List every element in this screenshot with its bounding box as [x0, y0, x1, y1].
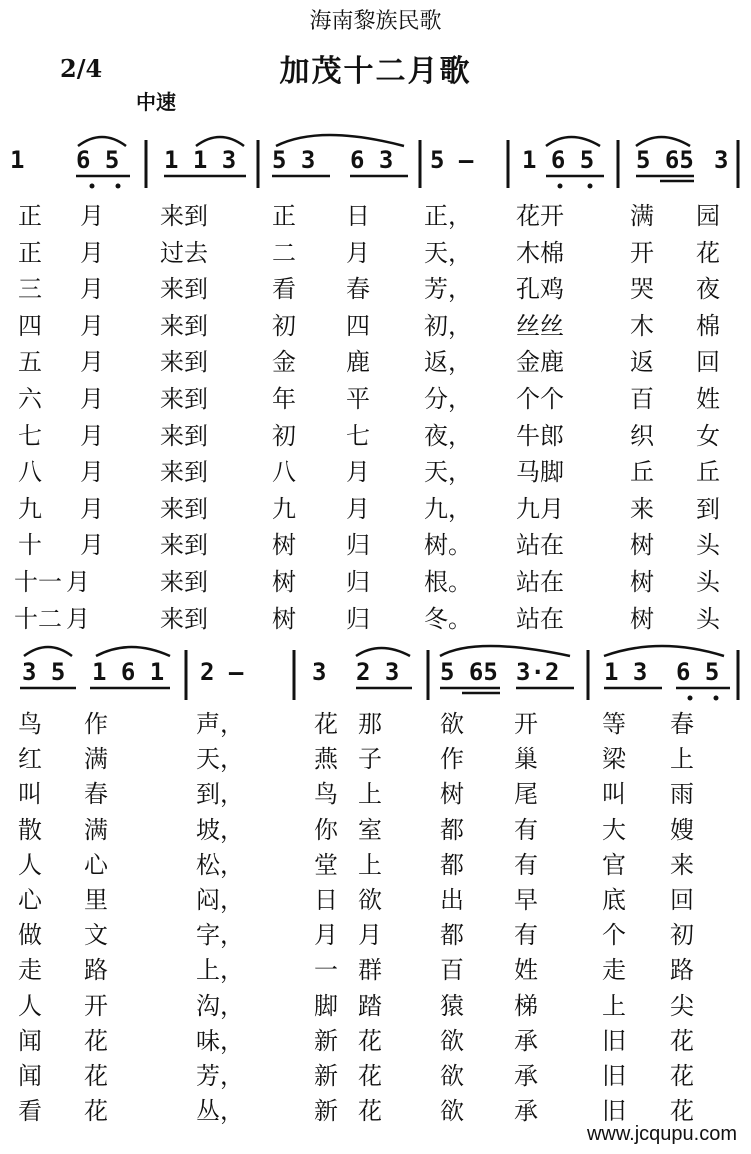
lyric-syllable: 猿: [440, 991, 464, 1020]
lyric-syllable: 梯: [514, 991, 538, 1020]
lyric-syllable: 承: [514, 1097, 538, 1126]
lyric-row: [0, 525, 751, 561]
lyric-syllable: 树: [630, 568, 654, 596]
song-origin: 海南黎族民歌: [309, 9, 442, 34]
lyric-syllable: 分，: [424, 385, 472, 413]
lyric-syllable: 六: [18, 385, 42, 413]
lyric-syllable: 初: [272, 421, 296, 450]
lyric-syllable: 路: [670, 956, 694, 985]
note-group: 3: [312, 658, 327, 686]
lyric-syllable: 冬。: [424, 604, 472, 633]
note-group: 2 3: [356, 658, 400, 686]
lyric-syllable: 三: [18, 275, 42, 304]
lyric-syllable: 来到: [160, 202, 208, 230]
lyric-syllable: 平: [346, 385, 370, 413]
lyric-syllable: 树: [272, 568, 296, 596]
lyric-row: [0, 739, 751, 775]
lyric-syllable: 来到: [160, 385, 208, 413]
lyric-syllable: 新: [314, 1097, 338, 1126]
lyric-syllable: 有: [514, 815, 538, 844]
note-group: 6 5: [676, 658, 720, 686]
lyric-syllable: 丘: [630, 458, 654, 487]
lyric-syllable: 棉: [696, 311, 720, 340]
lyric-syllable: 子: [358, 745, 382, 774]
lyric-syllable: 树。: [424, 531, 472, 560]
lyric-syllable: 开: [630, 238, 654, 267]
note-group: 5 3: [272, 146, 316, 174]
lyric-syllable: 来到: [160, 568, 208, 596]
lyric-syllable: 花: [696, 238, 720, 267]
lyric-syllable: 天，: [424, 458, 472, 487]
lyric-row: [0, 306, 751, 342]
lyric-syllable: 月: [80, 311, 104, 340]
lyric-syllable: 根。: [424, 568, 472, 596]
lyric-row: [0, 704, 751, 740]
lyric-syllable: 二: [272, 238, 296, 267]
lyric-syllable: 满: [630, 202, 654, 230]
lyric-syllable: 做: [18, 921, 42, 950]
lyric-syllable: 上: [358, 850, 382, 879]
lyric-syllable: 坡，: [196, 815, 244, 844]
lyric-syllable: 欲: [358, 886, 382, 914]
lyric-syllable: 心: [84, 850, 108, 879]
lyric-syllable: 姓: [514, 956, 538, 985]
lyric-row: [0, 452, 751, 488]
lyric-syllable: 月: [346, 494, 370, 523]
lyric-syllable: 人: [18, 850, 42, 879]
lyric-syllable: 旧: [602, 1097, 626, 1126]
lyric-syllable: 十一: [14, 568, 62, 596]
lyric-syllable: 底: [602, 886, 626, 914]
lyric-syllable: 头: [696, 531, 720, 560]
lyric-syllable: 春: [670, 710, 694, 738]
lyric-syllable: 芳，: [196, 1062, 244, 1090]
lyric-syllable: 花: [314, 710, 338, 738]
lyric-syllable: 声，: [196, 710, 244, 738]
lyric-syllable: 承: [514, 1062, 538, 1090]
lyric-syllable: 来: [670, 850, 694, 879]
lyric-syllable: 花: [670, 1026, 694, 1055]
lyric-row: [0, 1091, 751, 1127]
lyric-syllable: 归: [346, 568, 370, 596]
lyric-syllable: 月: [80, 421, 104, 450]
note-group: 2 —: [200, 658, 244, 686]
lyric-syllable: 松，: [196, 850, 244, 879]
lyric-syllable: 都: [440, 815, 464, 844]
lyric-syllable: 八: [18, 458, 42, 487]
lyric-syllable: 字，: [196, 921, 244, 950]
lyric-syllable: 早: [514, 886, 538, 914]
lyric-syllable: 月: [80, 531, 104, 560]
lyric-syllable: 女: [696, 421, 720, 450]
lyric-syllable: 百: [630, 385, 654, 413]
lyric-syllable: 金: [272, 348, 296, 377]
lyric-row: [0, 416, 751, 452]
lyric-syllable: 有: [514, 921, 538, 950]
lyric-syllable: 来到: [160, 531, 208, 560]
lyric-syllable: 红: [18, 745, 42, 774]
lyric-syllable: 鸟: [314, 780, 338, 809]
lyric-syllable: 月: [346, 238, 370, 267]
lyric-syllable: 花: [358, 1097, 382, 1126]
lyric-syllable: 月: [80, 348, 104, 377]
lyric-syllable: 归: [346, 604, 370, 633]
lyric-syllable: 里: [84, 886, 108, 914]
lyric-syllable: 月: [80, 202, 104, 230]
lyric-syllable: 那: [358, 710, 382, 738]
time-signature: 2/4: [60, 54, 103, 83]
lyric-syllable: 新: [314, 1026, 338, 1055]
lyric-syllable: 叫: [602, 780, 626, 809]
note-group: 5 —: [430, 146, 474, 174]
lyric-syllable: 来到: [160, 275, 208, 304]
lyric-syllable: 有: [514, 850, 538, 879]
lyric-syllable: 夜，: [424, 421, 472, 450]
lyric-syllable: 初: [272, 311, 296, 340]
lyric-syllable: 来: [630, 494, 654, 523]
lyric-syllable: 牛郎: [516, 421, 564, 450]
note-group: 3: [714, 146, 729, 174]
lyric-syllable: 归: [346, 531, 370, 560]
lyric-syllable: 春: [84, 780, 108, 809]
note-group: 5 65: [636, 146, 694, 174]
lyric-syllable: 回: [696, 348, 720, 377]
note-group: 3 5: [22, 658, 66, 686]
lyric-syllable: 春: [346, 275, 370, 304]
lyric-syllable: 雨: [670, 780, 694, 809]
note-group: 1 3: [604, 658, 648, 686]
lyric-syllable: 新: [314, 1062, 338, 1090]
lyric-syllable: 花: [84, 1097, 108, 1126]
lyric-syllable: 鹿: [346, 348, 370, 377]
site-watermark: www.jcqupu.com: [586, 1123, 737, 1145]
lyric-row: [0, 379, 751, 415]
lyric-syllable: 尾: [514, 780, 538, 809]
lyric-syllable: 路: [84, 956, 108, 985]
lyric-syllable: 头: [696, 604, 720, 633]
lyric-syllable: 来到: [160, 494, 208, 523]
lyric-syllable: 来到: [160, 348, 208, 377]
lyric-syllable: 树: [272, 604, 296, 633]
lyric-row: [0, 562, 751, 598]
lyric-syllable: 闷，: [196, 886, 244, 914]
lyric-syllable: 上: [670, 745, 694, 774]
lyric-syllable: 一: [314, 956, 338, 985]
lyric-syllable: 到，: [196, 780, 244, 809]
lyric-syllable: 月: [80, 458, 104, 487]
lyric-row: [0, 774, 751, 810]
lyric-row: [0, 342, 751, 378]
lyric-row: [0, 986, 751, 1022]
lyric-syllable: 树: [630, 531, 654, 560]
lyric-syllable: 十: [18, 531, 42, 560]
lyric-syllable: 园: [696, 202, 720, 230]
lyric-syllable: 开: [84, 991, 108, 1020]
note-group: 1 1 3: [164, 146, 237, 174]
lyric-syllable: 木: [630, 311, 654, 340]
lyric-syllable: 大: [602, 815, 626, 844]
lyric-syllable: 满: [84, 815, 108, 844]
note-group: 1: [10, 146, 25, 174]
lyric-syllable: 月: [358, 921, 382, 950]
lyric-syllable: 站在: [516, 568, 564, 596]
lyric-syllable: 花: [84, 1026, 108, 1055]
lyric-syllable: 月: [66, 604, 90, 633]
lyric-syllable: 旧: [602, 1062, 626, 1090]
lyric-syllable: 人: [18, 991, 42, 1020]
lyric-syllable: 作: [440, 745, 464, 774]
lyric-syllable: 芳，: [424, 275, 472, 304]
lyric-syllable: 回: [670, 886, 694, 914]
lyric-row: [0, 269, 751, 305]
lyric-syllable: 看: [18, 1097, 42, 1126]
tempo-marking: 中速: [136, 90, 176, 114]
lyric-syllable: 返: [630, 348, 654, 377]
lyric-syllable: 年: [272, 385, 296, 413]
lyric-syllable: 欲: [440, 1026, 464, 1055]
lyric-syllable: 百: [440, 956, 464, 985]
lyric-syllable: 味，: [196, 1026, 244, 1055]
lyric-syllable: 走: [18, 956, 42, 985]
lyric-syllable: 姓: [696, 385, 720, 413]
lyric-syllable: 花: [670, 1097, 694, 1126]
lyric-syllable: 七: [18, 421, 42, 450]
lyric-syllable: 马脚: [516, 458, 564, 487]
lyric-syllable: 到: [696, 494, 720, 523]
lyric-syllable: 堂: [314, 850, 338, 879]
lyric-syllable: 头: [696, 568, 720, 596]
lyric-row: [0, 1021, 751, 1057]
lyric-syllable: 尖: [670, 991, 694, 1020]
lyric-syllable: 都: [440, 850, 464, 879]
lyric-syllable: 花: [358, 1062, 382, 1090]
lyric-syllable: 看: [272, 275, 296, 304]
lyric-syllable: 孔鸡: [516, 275, 564, 304]
lyric-syllable: 丝丝: [516, 311, 564, 340]
lyric-syllable: 室: [358, 815, 382, 844]
lyric-syllable: 来到: [160, 458, 208, 487]
lyric-syllable: 丛，: [196, 1097, 244, 1126]
lyric-syllable: 正: [18, 238, 42, 267]
lyric-syllable: 来到: [160, 604, 208, 633]
lyric-syllable: 日: [346, 202, 370, 230]
lyric-syllable: 五: [18, 348, 42, 377]
lyric-syllable: 四: [346, 311, 370, 340]
lyric-row: [0, 489, 751, 525]
lyric-syllable: 闻: [18, 1026, 42, 1055]
lyric-syllable: 花: [670, 1062, 694, 1090]
lyric-syllable: 上: [358, 780, 382, 809]
lyric-syllable: 上，: [196, 956, 244, 985]
lyric-syllable: 木棉: [516, 238, 564, 267]
lyric-syllable: 等: [602, 710, 626, 738]
lyric-syllable: 九: [272, 494, 296, 523]
lyric-syllable: 十二: [14, 604, 62, 633]
lyric-syllable: 个个: [516, 385, 564, 413]
lyric-row: [0, 196, 751, 232]
lyric-syllable: 出: [440, 886, 464, 914]
note-group: 6 3: [350, 146, 394, 174]
lyric-syllable: 天，: [424, 238, 472, 267]
note-group: 6 5: [76, 146, 120, 174]
lyric-syllable: 承: [514, 1026, 538, 1055]
lyric-syllable: 站在: [516, 604, 564, 633]
note-group: 1 6 1: [92, 658, 165, 686]
lyric-syllable: 开: [514, 710, 538, 738]
lyric-syllable: 织: [630, 421, 654, 450]
lyric-syllable: 树: [440, 780, 464, 809]
lyric-row: [0, 1056, 751, 1092]
lyric-syllable: 金鹿: [516, 348, 564, 377]
lyric-syllable: 心: [18, 886, 42, 914]
lyric-syllable: 月: [80, 238, 104, 267]
lyric-row: [0, 950, 751, 986]
lyric-syllable: 梁: [602, 745, 626, 774]
lyric-syllable: 四: [18, 311, 42, 340]
lyric-syllable: 群: [358, 956, 382, 985]
lyric-syllable: 月: [80, 385, 104, 413]
lyric-syllable: 燕: [314, 745, 338, 774]
note-group: 1 6 5: [522, 146, 595, 174]
lyric-syllable: 踏: [358, 991, 382, 1020]
lyric-syllable: 正: [272, 202, 296, 230]
lyric-syllable: 树: [272, 531, 296, 560]
lyric-row: [0, 810, 751, 846]
lyric-syllable: 月: [346, 458, 370, 487]
lyric-syllable: 月: [80, 275, 104, 304]
lyric-syllable: 九，: [424, 494, 472, 523]
lyric-syllable: 散: [18, 815, 42, 844]
lyric-syllable: 正，: [424, 202, 472, 230]
lyric-syllable: 巢: [514, 745, 538, 774]
lyric-syllable: 个: [602, 921, 626, 950]
lyric-row: [0, 880, 751, 916]
lyric-syllable: 树: [630, 604, 654, 633]
lyric-syllable: 欲: [440, 1062, 464, 1090]
lyric-syllable: 夜: [696, 275, 720, 304]
lyric-syllable: 满: [84, 745, 108, 774]
lyric-syllable: 初，: [424, 311, 472, 340]
lyric-syllable: 月: [314, 921, 338, 950]
lyric-syllable: 初: [670, 921, 694, 950]
lyric-syllable: 都: [440, 921, 464, 950]
lyric-syllable: 闻: [18, 1062, 42, 1090]
lyric-syllable: 上: [602, 991, 626, 1020]
lyric-syllable: 沟，: [196, 991, 244, 1020]
lyric-syllable: 花开: [516, 202, 564, 230]
lyric-syllable: 返，: [424, 348, 472, 377]
lyric-syllable: 八: [272, 458, 296, 487]
lyric-syllable: 官: [602, 850, 626, 879]
lyric-syllable: 你: [314, 815, 338, 844]
lyric-syllable: 站在: [516, 531, 564, 560]
lyric-syllable: 脚: [314, 991, 338, 1020]
lyric-syllable: 天，: [196, 745, 244, 774]
note-group: 3·2: [516, 658, 560, 686]
song-title: 加茂十二月歌: [279, 54, 472, 89]
lyric-syllable: 丘: [696, 458, 720, 487]
lyric-syllable: 九月: [516, 494, 564, 523]
lyric-syllable: 走: [602, 956, 626, 985]
lyric-syllable: 旧: [602, 1026, 626, 1055]
lyric-syllable: 作: [84, 710, 108, 738]
lyric-syllable: 来到: [160, 311, 208, 340]
lyric-row: [0, 845, 751, 881]
lyric-syllable: 月: [80, 494, 104, 523]
lyric-syllable: 嫂: [670, 815, 694, 844]
lyric-syllable: 九: [18, 494, 42, 523]
lyric-syllable: 欲: [440, 710, 464, 738]
lyric-row: [0, 599, 751, 635]
note-group: 5 65: [440, 658, 498, 686]
lyric-syllable: 月: [66, 568, 90, 596]
lyric-syllable: 正: [18, 202, 42, 230]
lyric-syllable: 欲: [440, 1097, 464, 1126]
lyric-syllable: 来到: [160, 421, 208, 450]
lyric-row: [0, 233, 751, 269]
lyric-syllable: 哭: [630, 275, 654, 304]
lyric-syllable: 七: [346, 421, 370, 450]
lyric-row: [0, 915, 751, 951]
lyric-syllable: 鸟: [18, 710, 42, 738]
lyric-syllable: 花: [84, 1062, 108, 1090]
lyric-syllable: 过去: [160, 238, 208, 267]
lyric-syllable: 日: [314, 886, 338, 914]
lyric-syllable: 花: [358, 1026, 382, 1055]
lyric-syllable: 叫: [18, 780, 42, 809]
lyric-syllable: 文: [84, 921, 108, 950]
